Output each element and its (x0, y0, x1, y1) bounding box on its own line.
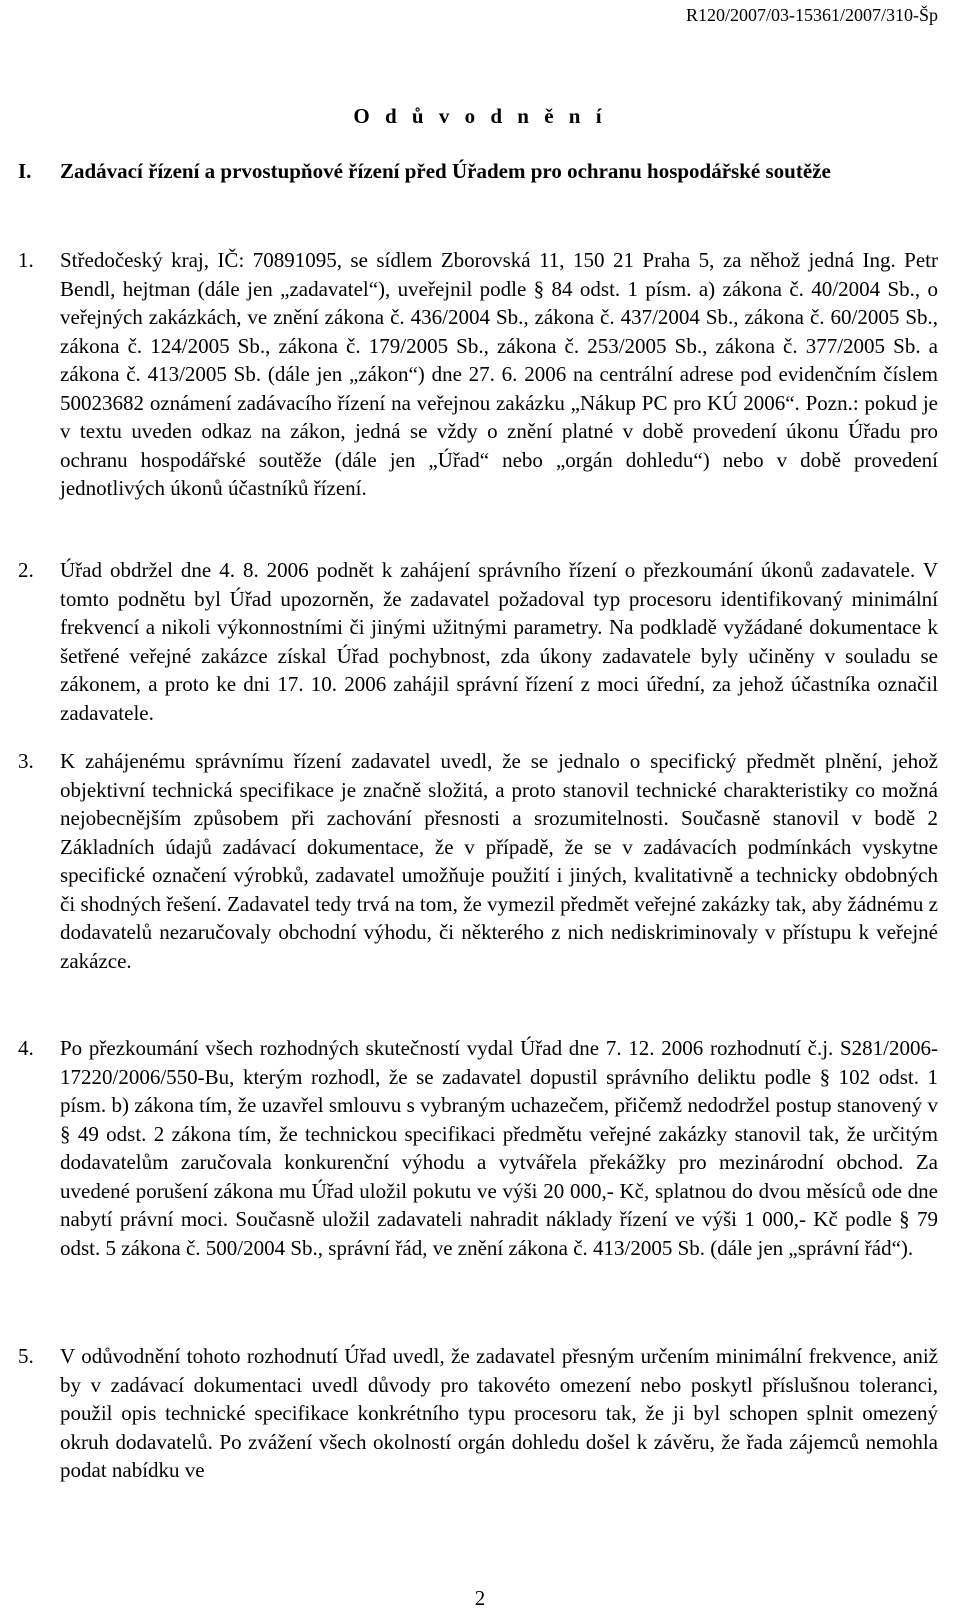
paragraph-1 (18, 246, 938, 503)
paragraph-3 (18, 747, 938, 975)
paragraph-text: Úřad obdržel dne 4. 8. 2006 podnět k zahájení správního řízení o přezkoumání úkonů zadavatele. V tomto podnětu byl Úřad upozorněn, že zadavatel požadoval typ procesoru identifikovaný minimální frekvencí a nikoli výkonnostními či jinými užitnými parametry. Na podkladě vyžádané dokumentace k šetřené veřejné zakázce získal Úřad pochybnost, zda úkony zadavatele byly učiněny v souladu se zákonem, a proto ke dni 17. 10. 2006 zahájil správní řízení z moci úřední, za jehož účastníka označil zadavatele. (60, 558, 938, 725)
section-number: I. (18, 159, 32, 183)
paragraph-number: 1. (18, 248, 34, 272)
document-heading: O d ů v o d n ě n í (353, 104, 607, 128)
paragraph-number: 3. (18, 749, 34, 773)
section-title: Zadávací řízení a prvostupňové řízení před Úřadem pro ochranu hospodářské soutěže (60, 159, 831, 183)
paragraph-number: 4. (18, 1036, 34, 1060)
paragraph-text: Středočeský kraj, IČ: 70891095, se sídlem Zborovská 11, 150 21 Praha 5, za něhož jedná Ing. Petr Bendl, hejtman (dále jen „zadavatel“), uveřejnil podle § 84 odst. 1 písm. a) zákona č. 40/2004 Sb., o veřejných zakázkách, ve znění zákona č. 436/2004 Sb., zákona č. 437/2004 Sb., zákona č. 60/2005 Sb., zákona č. 124/2005 Sb., zákona č. 179/2005 Sb., zákona č. 253/2005 Sb., zákona č. 377/2005 Sb. a zákona č. 413/2005 Sb. (dále jen „zákon“) dne 27. 6. 2006 na centrální adrese pod evidenčním číslem 50023682 oznámení zadávacího řízení na veřejnou zakázku „Nákup PC pro KÚ 2006“. Pozn.: pokud je v textu uveden odkaz na zákon, jedná se vždy o znění platné v době provedení úkonu Úřadu pro ochranu hospodářské soutěže (dále jen „Úřad“ nebo „orgán dohledu“) nebo v době provedení jednotlivých úkonů účastníků řízení. (60, 248, 938, 500)
section-heading (18, 157, 938, 186)
paragraph-text: Po přezkoumání všech rozhodných skutečností vydal Úřad dne 7. 12. 2006 rozhodnutí č.j. S281/2006-17220/2006/550-Bu, kterým rozhodl, že se zadavatel dopustil správního deliktu podle § 102 odst. 1 písm. b) zákona tím, že uzavřel smlouvu s vybraným uchazečem, přičemž nedodržel postup stanovený v § 49 odst. 2 zákona tím, že technickou specifikaci předmětu veřejné zakázky stanovil tak, že určitým dodavatelům zaručovala konkurenční výhodu a vytvářela překážky pro mezinárodní obchod. Za uvedené porušení zákona mu Úřad uložil pokutu ve výši 20 000,- Kč, splatnou do dvou měsíců ode dne nabytí právní moci. Současně uložil zadavateli nahradit náklady řízení ve výši 1 000,- Kč podle § 79 odst. 5 zákona č. 500/2004 Sb., správní řád, ve znění zákona č. 413/2005 Sb. (dále jen „správní řád“). (60, 1036, 938, 1260)
paragraph-5 (18, 1342, 938, 1485)
paragraph-text: V odůvodnění tohoto rozhodnutí Úřad uvedl, že zadavatel přesným určením minimální frekvence, aniž by v zadávací dokumentaci uvedl důvody pro takovéto omezení nebo poskytl příslušnou toleranci, použil opis technické specifikace konkrétního typu procesoru tak, že ji byl schopen splnit omezený okruh dodavatelů. Po zvážení všech okolností orgán dohledu došel k závěru, že řada zájemců nemohla podat nabídku ve (60, 1344, 938, 1482)
document-reference: R120/2007/03-15361/2007/310-Šp (685, 5, 938, 25)
paragraph-4 (18, 1034, 938, 1262)
paragraph-text: K zahájenému správnímu řízení zadavatel uvedl, že se jednalo o specifický předmět plnění, jehož objektivní technická specifikace je značně složitá, a proto stanovil technické charakteristiky co možná nejobecnějším způsobem při zachování přesnosti a srozumitelnosti. Současně stanovil v bodě 2 Základních údajů zadávací dokumentace, že v případě, že se v zadávacích podmínkách vyskytne specifické označení výrobků, zadavatel umožňuje použití i jiných, kvalitativně a technicky obdobných či shodných řešení. Zadavatel tedy trvá na tom, že vymezil předmět veřejné zakázky tak, aby žádnému z dodavatelů nezaručovaly obchodní výhodu, či některého z nich nediskriminovaly v přístupu k veřejné zakázce. (60, 749, 938, 973)
paragraph-2 (18, 556, 938, 727)
paragraph-number: 2. (18, 558, 34, 582)
paragraph-number: 5. (18, 1344, 34, 1368)
page-number: 2 (474, 1586, 486, 1610)
